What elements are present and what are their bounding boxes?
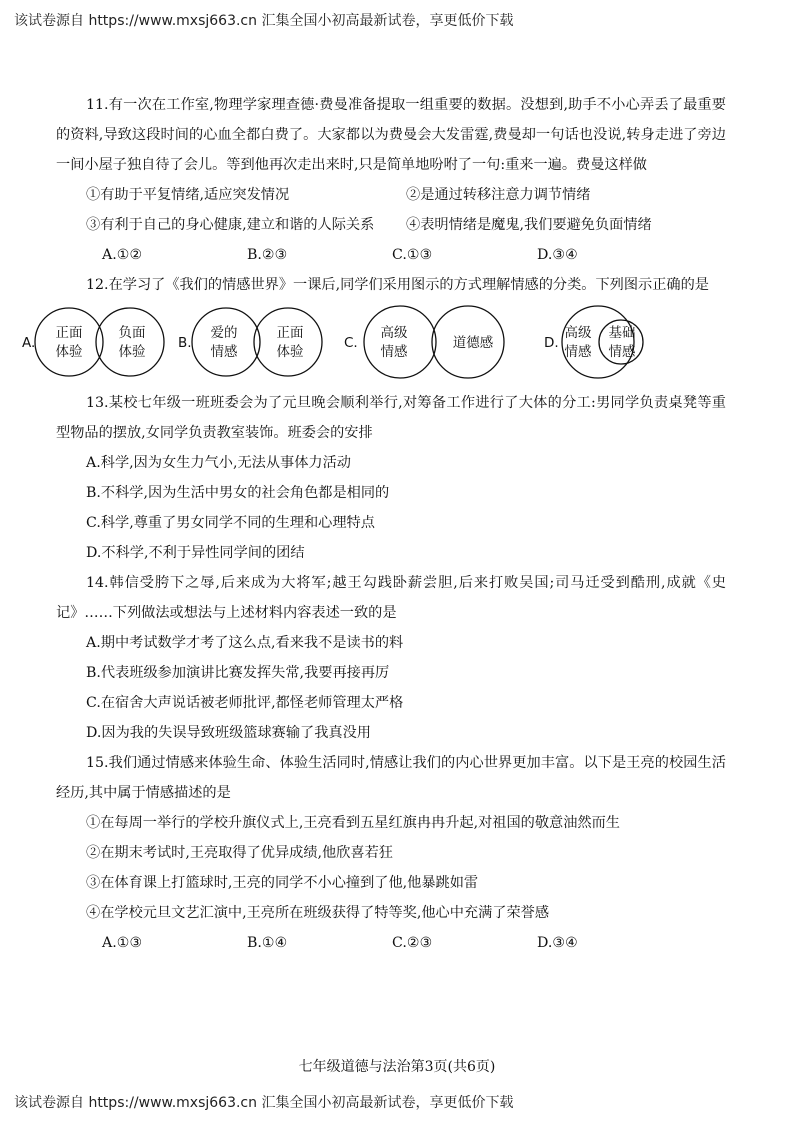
diagram-a[interactable]: [22, 308, 164, 376]
diagram-c-left-line-2: 情感: [380, 344, 408, 360]
option-d[interactable]: D.③④: [537, 935, 578, 951]
statement-3: ③有利于自己的身心健康,建立和谐的人际关系: [86, 217, 375, 233]
option-d[interactable]: D.因为我的失误导致班级篮球赛输了我真没用: [86, 725, 371, 741]
question-11-stem: 11.有一次在工作室,物理学家理查德·费曼准备提取一组重要的数据。没想到,助手不小心弄丢了最重要的资料,导致这段时间的心血全都白费了。大家都以为费曼会大发雷霆,费曼却一句话也没说,转身走进了旁边一间小屋子独自待了会儿。等到他再次走出来时,只是简单地吩咐了一句:重来一遍。费曼这样做: [56, 97, 726, 173]
statement-2: ②是通过转移注意力调节情绪: [406, 187, 591, 203]
question-11: [56, 90, 726, 270]
diagram-a-right-line-2: 体验: [118, 344, 146, 360]
diagram-d-outer-circle: [562, 306, 634, 378]
question-11-statements-row-2: [56, 210, 726, 240]
exam-page: [22, 90, 726, 958]
diagram-b-left-line-1: 爱的: [210, 325, 238, 341]
diagram-b-right-line-1: 正面: [276, 325, 304, 341]
option-b[interactable]: B.不科学,因为生活中男女的社会角色都是相同的: [86, 485, 390, 501]
option-a[interactable]: A.①②: [102, 247, 143, 263]
diagram-b-left-circle: [192, 308, 260, 376]
diagram-a-letter: A.: [22, 335, 36, 351]
diagram-d-inner-line-2: 情感: [608, 344, 636, 360]
question-13: [56, 388, 726, 568]
diagram-a-right-line-1: 负面: [118, 325, 146, 341]
option-c[interactable]: C.①③: [392, 247, 433, 263]
option-a[interactable]: A.①③: [102, 935, 143, 951]
statement-2: ②在期末考试时,王亮取得了优异成绩,他欣喜若狂: [86, 845, 393, 861]
diagram-b-right-line-2: 体验: [276, 344, 304, 360]
diagram-d-inner-line-1: 基础: [608, 325, 636, 341]
diagram-a-right-circle: [96, 308, 164, 376]
statement-1: ①在每周一举行的学校升旗仪式上,王亮看到五星红旗冉冉升起,对祖国的敬意油然而生: [86, 815, 620, 831]
diagram-c-letter: C.: [344, 335, 358, 351]
diagram-c-right-label: 道德感: [452, 335, 494, 351]
statement-1: ①有助于平复情绪,适应突发情况: [86, 187, 290, 203]
diagram-d-outer-line-2: 情感: [564, 344, 592, 360]
diagram-d-letter: D.: [544, 335, 559, 351]
diagram-d-outer-line-1: 高级: [564, 325, 592, 341]
option-d[interactable]: D.不科学,不利于异性同学间的团结: [86, 545, 305, 561]
question-14-stem: 14.韩信受胯下之辱,后来成为大将军;越王勾践卧薪尝胆,后来打败吴国;司马迁受到酷刑,成就《史记》……下列做法或想法与上述材料内容表述一致的是: [56, 575, 726, 621]
statement-4: ④表明情绪是魔鬼,我们要避免负面情绪: [406, 217, 652, 233]
question-12: [22, 270, 726, 382]
option-c[interactable]: C.②③: [392, 935, 433, 951]
diagram-a-left-line-2: 体验: [55, 344, 83, 360]
diagram-d[interactable]: [544, 306, 643, 378]
statement-4: ④在学校元旦文艺汇演中,王亮所在班级获得了特等奖,他心中充满了荣誉感: [86, 905, 550, 921]
diagram-b-letter: B.: [178, 335, 192, 351]
option-b[interactable]: B.代表班级参加演讲比赛发挥失常,我要再接再厉: [86, 665, 390, 681]
diagram-b-right-circle: [254, 308, 322, 376]
diagram-b-left-line-2: 情感: [210, 344, 238, 360]
question-14: [56, 568, 726, 748]
option-a[interactable]: A.科学,因为女生力气小,无法从事体力活动: [86, 455, 351, 471]
diagram-a-left-line-1: 正面: [55, 325, 83, 341]
diagram-c[interactable]: [344, 306, 504, 378]
question-15: [56, 748, 726, 958]
page-footer: 七年级道德与法治第3页(共6页): [298, 1059, 496, 1075]
question-11-statements-row-1: [56, 180, 726, 210]
question-15-stem: 15.我们通过情感来体验生命、体验生活同时,情感让我们的内心世界更加丰富。以下是王亮的校园生活经历,其中属于情感描述的是: [56, 755, 726, 801]
diagram-b[interactable]: [178, 308, 322, 376]
question-12-diagrams: [22, 304, 726, 382]
option-d[interactable]: D.③④: [537, 247, 578, 263]
option-c[interactable]: C.在宿舍大声说话被老师批评,都怪老师管理太严格: [86, 695, 404, 711]
diagram-c-left-line-1: 高级: [380, 325, 408, 341]
option-b[interactable]: B.①④: [247, 935, 288, 951]
source-banner-bottom: 该试卷源自 https://www.mxsj663.cn 汇集全国小初高最新试卷，享更低价下载: [14, 1095, 514, 1111]
diagram-c-left-circle: [364, 306, 436, 378]
question-15-options: [56, 928, 726, 958]
diagram-a-left-circle: [35, 308, 103, 376]
option-c[interactable]: C.科学,尊重了男女同学不同的生理和心理特点: [86, 515, 375, 531]
question-13-stem: 13.某校七年级一班班委会为了元旦晚会顺利举行,对筹备工作进行了大体的分工:男同学负责桌凳等重型物品的摆放,女同学负责教室装饰。班委会的安排: [56, 395, 726, 441]
question-12-stem: 12.在学习了《我们的情感世界》一课后,同学们采用图示的方式理解情感的分类。下列图示正确的是: [86, 277, 709, 293]
option-a[interactable]: A.期中考试数学才考了这么点,看来我不是读书的料: [86, 635, 404, 651]
statement-3: ③在体育课上打篮球时,王亮的同学不小心撞到了他,他暴跳如雷: [86, 875, 479, 891]
option-b[interactable]: B.②③: [247, 247, 288, 263]
source-banner-top: 该试卷源自 https://www.mxsj663.cn 汇集全国小初高最新试卷，享更低价下载: [14, 13, 514, 29]
venn-diagrams: [22, 304, 726, 382]
question-11-options: [56, 240, 726, 270]
